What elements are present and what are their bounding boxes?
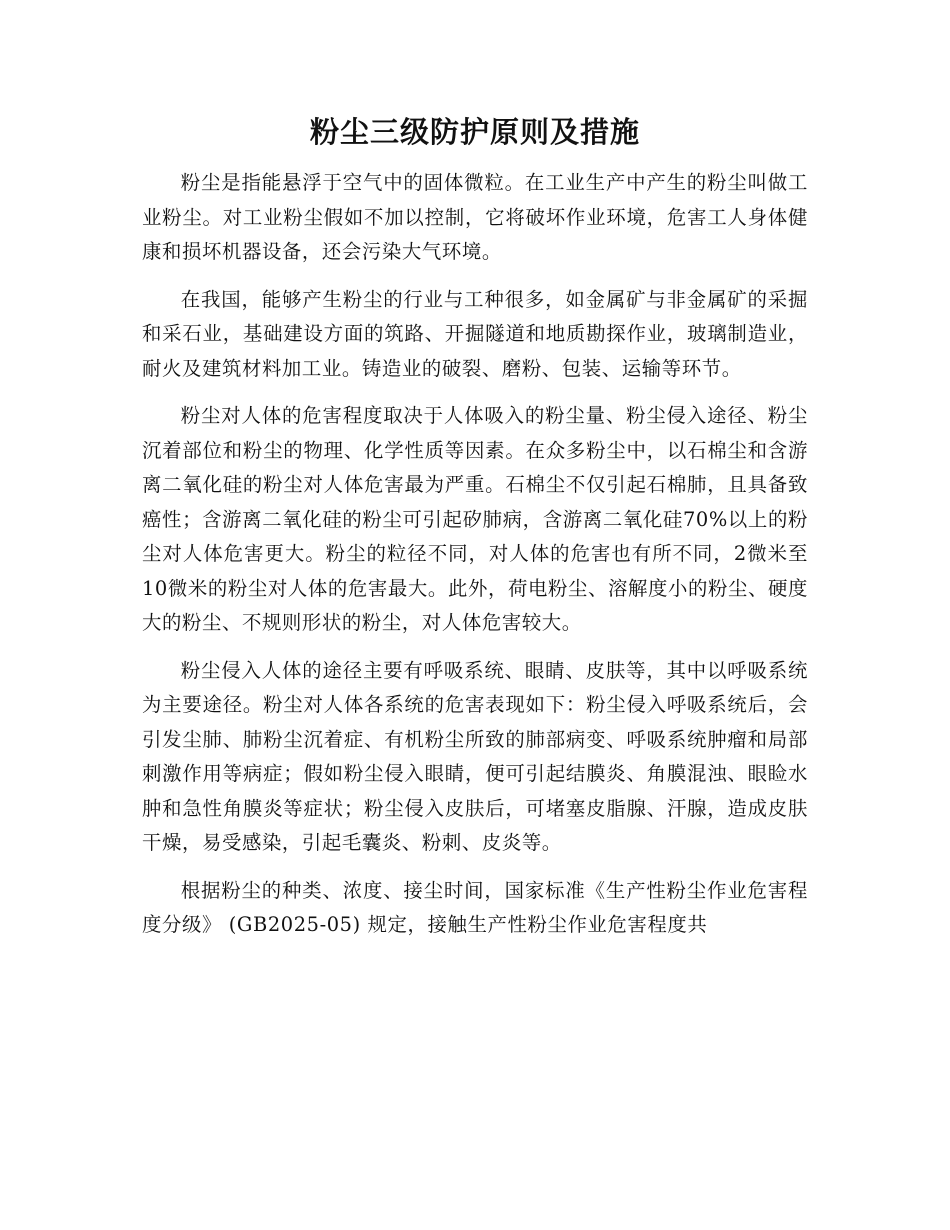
document-body bbox=[142, 166, 808, 956]
paragraph-dust-industries: 在我国，能够产生粉尘的行业与工种很多，如金属矿与非金属矿的采掘和采石业，基础建设方面的筑路、开掘隧道和地质勘探作业，玻璃制造业，耐火及建筑材料加工业。铸造业的破裂、磨粉、包装、运输等环节。 bbox=[142, 287, 808, 380]
paragraph-dust-hazard-factors: 粉尘对人体的危害程度取决于人体吸入的粉尘量、粉尘侵入途径、粉尘沉着部位和粉尘的物理、化学性质等因素。在众多粉尘中，以石棉尘和含游离二氧化硅的粉尘对人体危害最为严重。石棉尘不仅引起石棉肺，且具备致癌性；含游离二氧化硅的粉尘可引起矽肺病，含游离二氧化硅70%以上的粉尘对人体危害更大。粉尘的粒径不同，对人体的危害也有所不同，2微米至10微米的粉尘对人体的危害最大。此外，荷电粉尘、溶解度小的粉尘、硬度大的粉尘、不规则形状的粉尘，对人体危害较大。 bbox=[142, 404, 808, 634]
document-title: 粉尘三级防护原则及措施 bbox=[309, 115, 640, 149]
paragraph-national-standard: 根据粉尘的种类、浓度、接尘时间，国家标准《生产性粉尘作业危害程度分级》 (GB2025-05) 规定，接触生产性粉尘作业危害程度共 bbox=[142, 878, 808, 936]
paragraph-dust-entry-routes: 粉尘侵入人体的途径主要有呼吸系统、眼睛、皮肤等，其中以呼吸系统为主要途径。粉尘对人体各系统的危害表现如下：粉尘侵入呼吸系统后，会引发尘肺、肺粉尘沉着症、有机粉尘所致的肺部病变、呼吸系统肿瘤和局部刺激作用等病症；假如粉尘侵入眼睛，便可引起结膜炎、角膜混浊、眼睑水肿和急性角膜炎等症状；粉尘侵入皮肤后，可堵塞皮脂腺、汗腺，造成皮肤干燥，易受感染，引起毛囊炎、粉刺、皮炎等。 bbox=[142, 658, 808, 854]
paragraph-dust-definition: 粉尘是指能悬浮于空气中的固体微粒。在工业生产中产生的粉尘叫做工业粉尘。对工业粉尘假如不加以控制，它将破坏作业环境，危害工人身体健康和损坏机器设备，还会污染大气环境。 bbox=[142, 171, 808, 263]
